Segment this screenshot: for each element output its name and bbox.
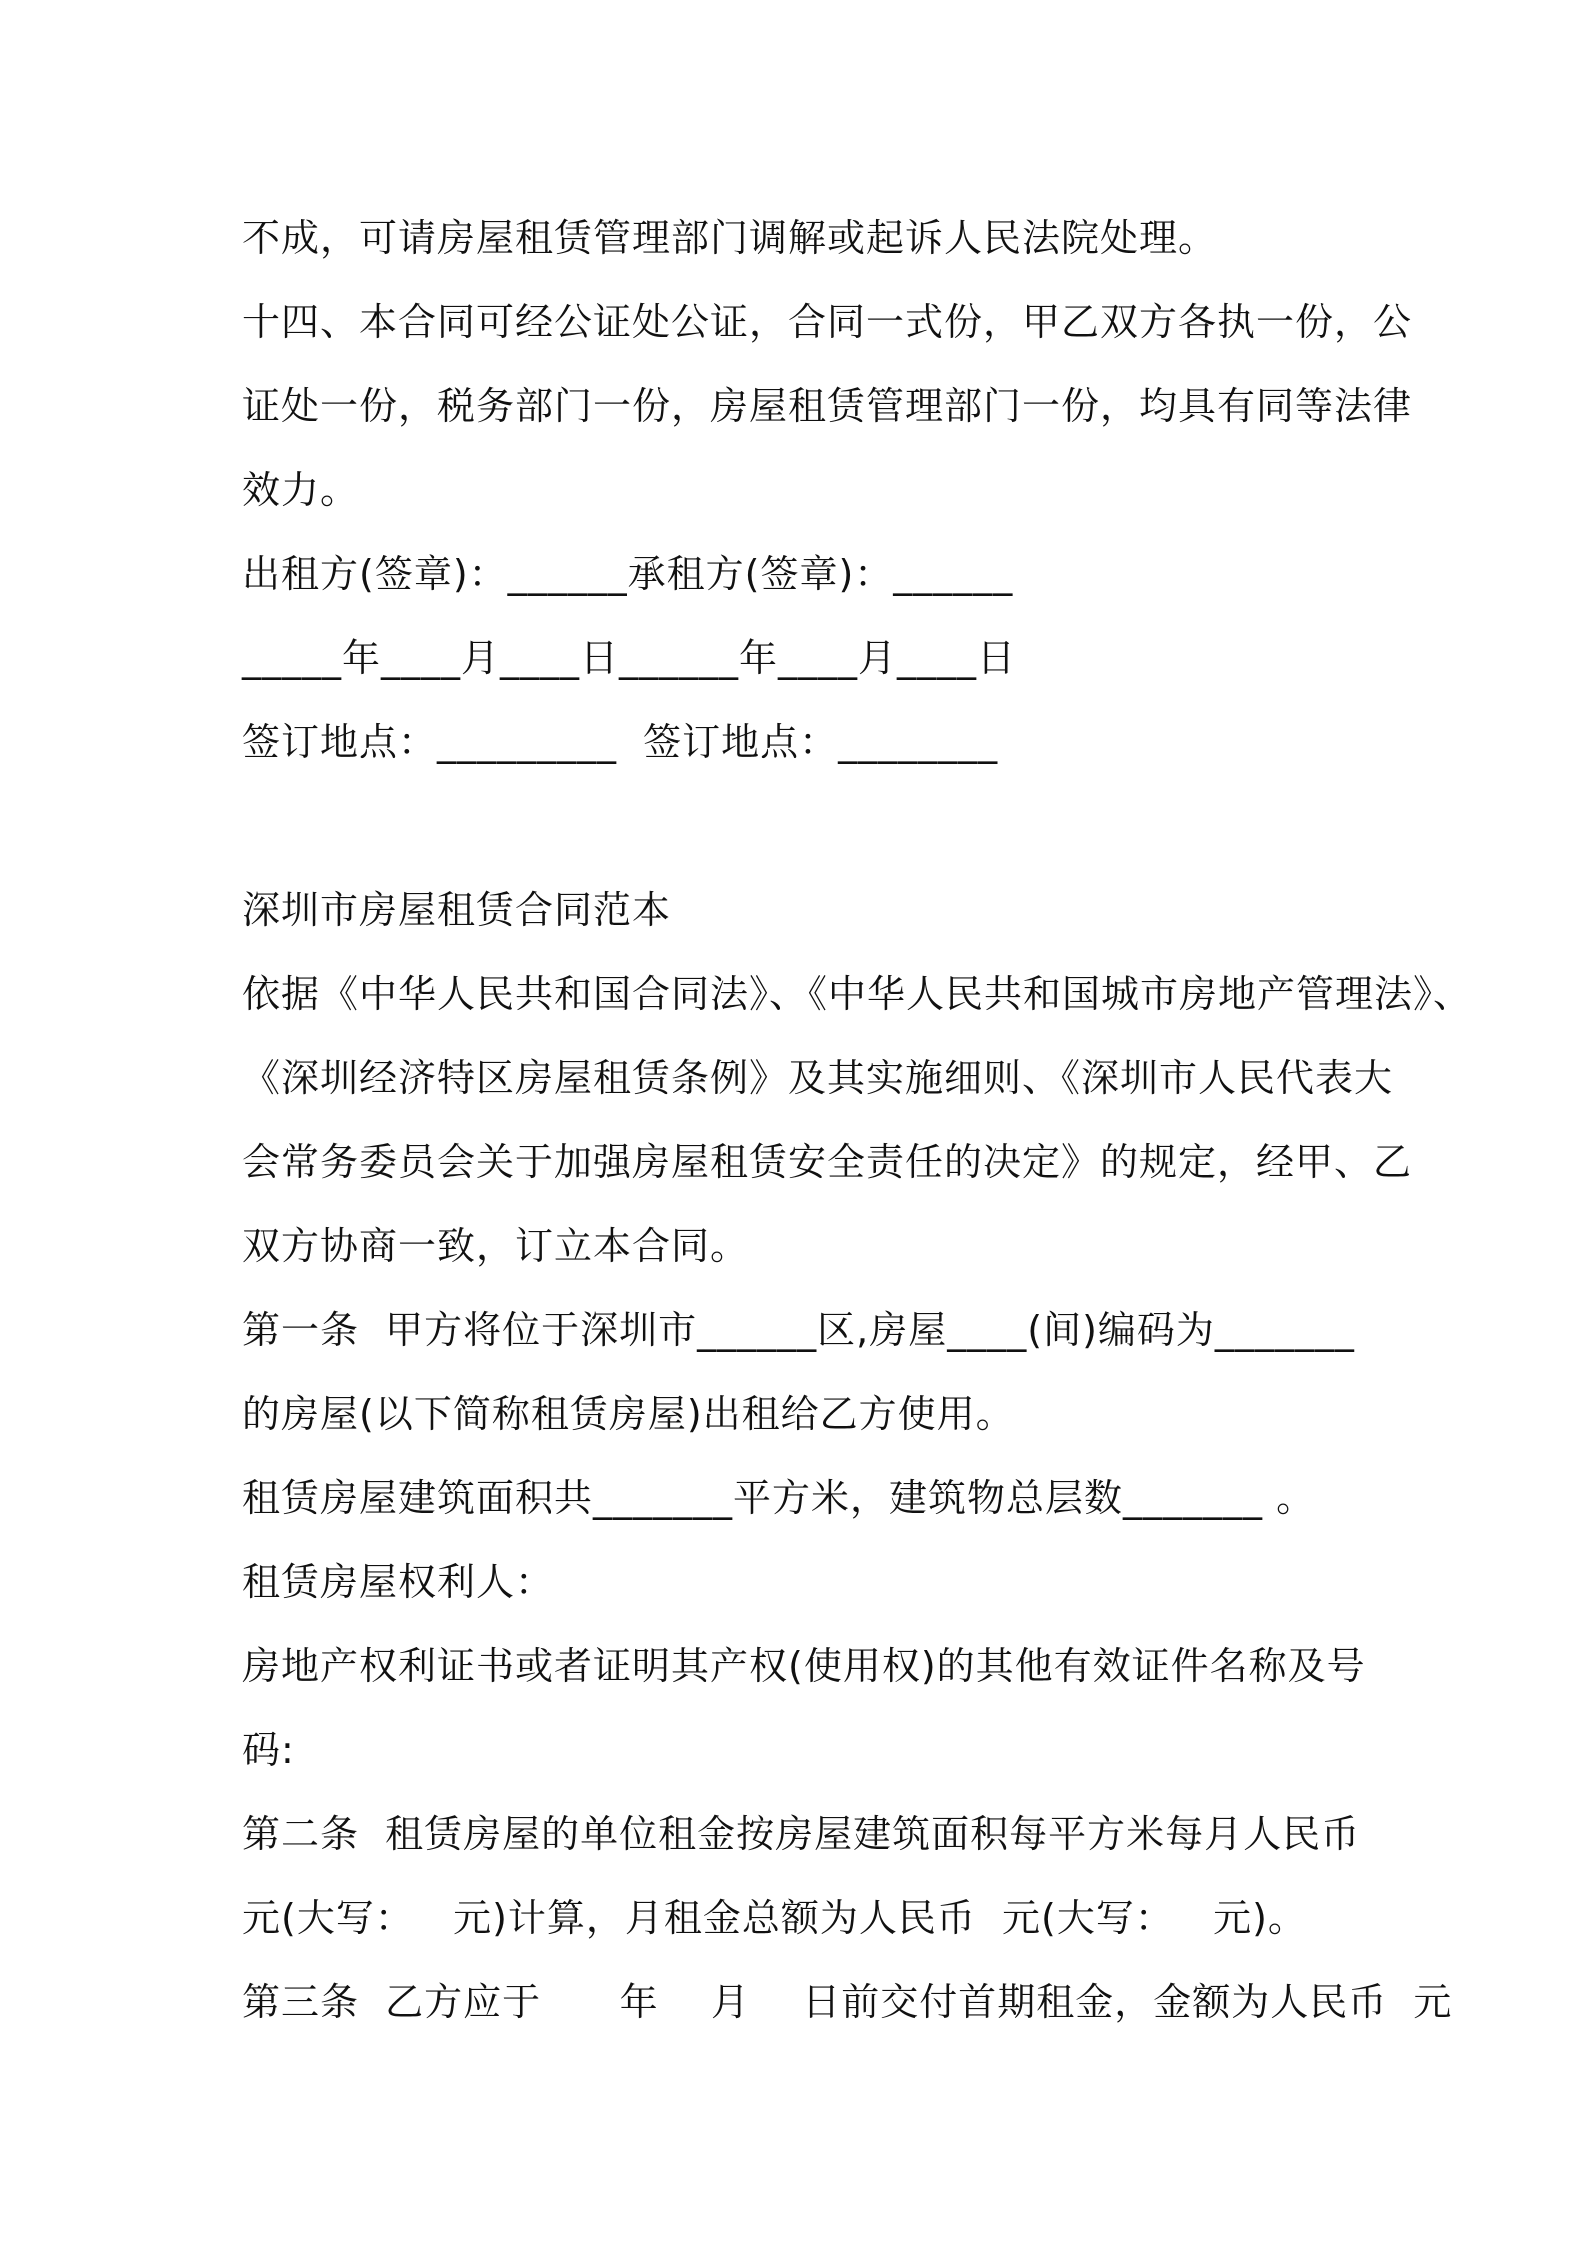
- text-line: 效力。: [242, 468, 360, 512]
- article-2-line: 第二条 租赁房屋的单位租金按房屋建筑面积每平方米每月人民币: [242, 1812, 1361, 1856]
- signing-location-line: 签订地点：_________ 签订地点：________: [242, 720, 999, 764]
- article-1-line: 第一条 甲方将位于深圳市______区,房屋____(间)编码为_______: [242, 1308, 1355, 1352]
- text-line: 十四、本合同可经公证处公证，合同一式份，甲乙双方各执一份，公: [242, 300, 1413, 344]
- text-line: 证处一份，税务部门一份，房屋租赁管理部门一份，均具有同等法律: [242, 384, 1413, 428]
- text-line: 双方协商一致，订立本合同。: [242, 1224, 750, 1268]
- text-line: 的房屋(以下简称租赁房屋)出租给乙方使用。: [242, 1392, 1015, 1436]
- section-spacer: [242, 784, 1362, 868]
- text-line: 《深圳经济特区房屋租赁条例》及其实施细则、《深圳市人民代表大: [242, 1056, 1394, 1100]
- document-title: 深圳市房屋租赁合同范本: [242, 888, 672, 932]
- document-body: [242, 196, 1473, 2044]
- article-3-line: 第三条 乙方应于 年 月 日前交付首期租金，金额为人民币 元: [242, 1980, 1453, 2024]
- text-line: 会常务委员会关于加强房屋租赁安全责任的决定》的规定，经甲、乙: [242, 1140, 1413, 1184]
- signature-date-line: _____年____月____日______年____月____日: [242, 636, 1017, 680]
- lessor-signature-line: 出租方(签章)：______承租方(签章)：______: [242, 552, 1014, 596]
- text-line: 码:: [242, 1728, 295, 1772]
- text-line: 不成，可请房屋租赁管理部门调解或起诉人民法院处理。: [242, 216, 1218, 260]
- text-line: 依据《中华人民共和国合同法》、《中华人民共和国城市房地产管理法》、: [242, 972, 1473, 1016]
- text-line: 租赁房屋权利人：: [242, 1560, 555, 1604]
- text-line: 房地产权利证书或者证明其产权(使用权)的其他有效证件名称及号: [242, 1644, 1366, 1688]
- text-line: 元(大写： 元)计算，月租金总额为人民币 元(大写： 元)。: [242, 1896, 1307, 1940]
- text-line: 租赁房屋建筑面积共_______平方米，建筑物总层数_______ 。: [242, 1476, 1316, 1520]
